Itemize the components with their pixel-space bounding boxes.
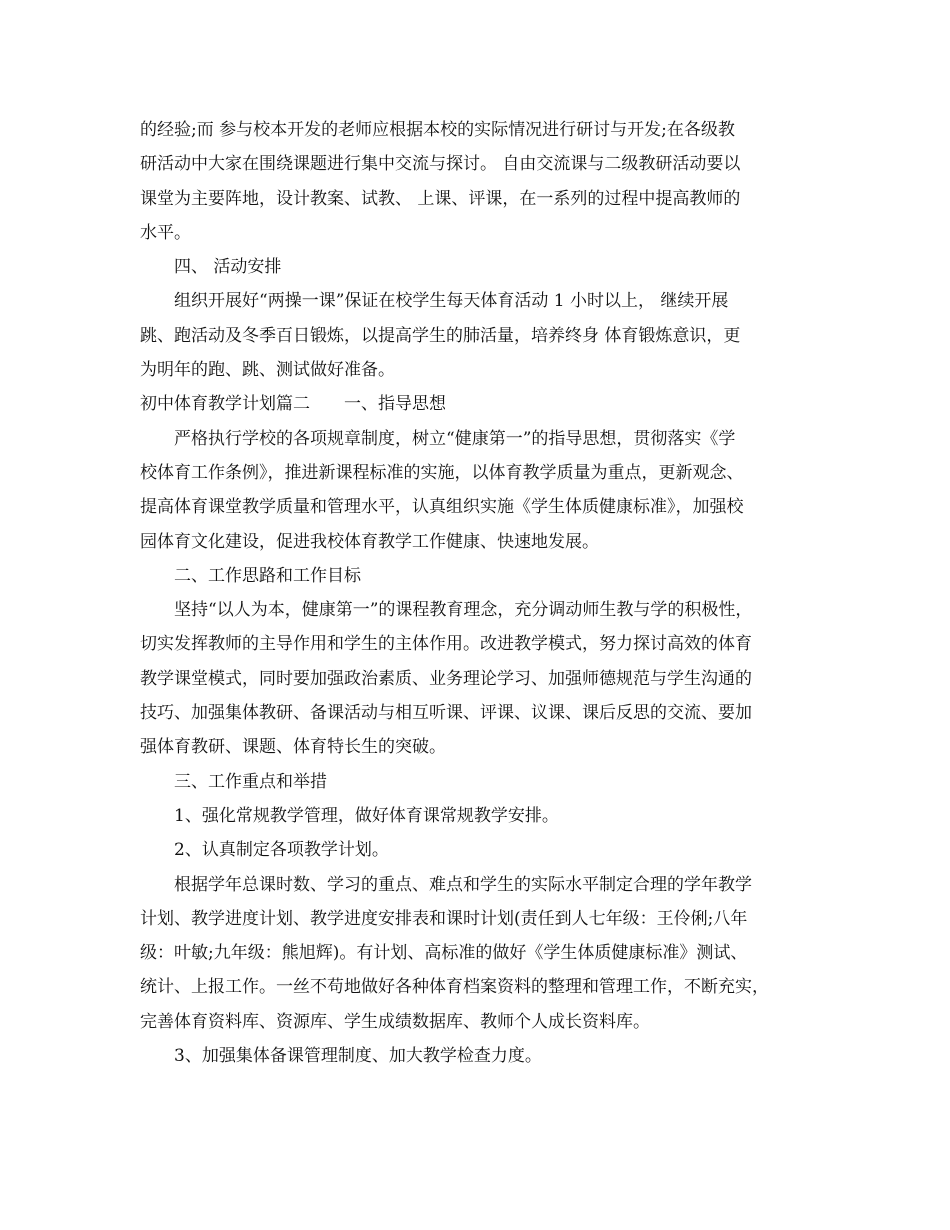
- text-line: 水平。: [140, 222, 191, 243]
- paragraph: [140, 422, 820, 559]
- text-line: 3、加强集体备课管理制度、加大教学检查力度。: [174, 1046, 542, 1067]
- text-line: 严格执行学校的各项规章制度，树立“健康第一”的指导思想，贯彻落实《学: [174, 428, 736, 449]
- text-line: 为明年的跑、跳、测试做好准备。: [140, 360, 395, 381]
- paragraph: [140, 593, 820, 764]
- paragraph: [140, 113, 820, 250]
- text-line: 完善体育资料库、资源库、学生成绩数据库、教师个人成长资料库。: [140, 1011, 650, 1032]
- text-line: 切实发挥教师的主导作用和学生的主体作用。改进教学模式，努力探讨高效的体育: [140, 634, 752, 655]
- paragraph: [140, 868, 820, 1039]
- paragraph: [140, 799, 820, 833]
- text-line: 四、 活动安排: [174, 257, 282, 278]
- paragraph: [140, 250, 820, 284]
- text-line: 技巧、加强集体教研、备课活动与相互听课、评课、议课、课后反思的交流、要加: [140, 703, 752, 724]
- paragraph: [140, 284, 820, 387]
- text-line: 的经验;而 参与校本开发的老师应根据本校的实际情况进行研讨与开发;在各级教: [140, 120, 735, 140]
- text-line: 跳、跑活动及冬季百日锻炼，以提高学生的肺活量，培养终身 体育锻炼意识，更: [140, 325, 741, 346]
- text-line: 坚持“以人为本，健康第一”的课程教育理念，充分调动师生教与学的积极性，: [174, 600, 753, 621]
- paragraph: [140, 833, 820, 867]
- text-line: 初中体育教学计划篇二 一、指导思想: [140, 394, 446, 415]
- text-line: 教学课堂模式，同时要加强政治素质、业务理论学习、加强师德规范与学生沟通的: [140, 668, 752, 689]
- text-line: 三、工作重点和举措: [174, 771, 327, 792]
- text-line: 园体育文化建设，促进我校体育教学工作健康、快速地发展。: [140, 531, 599, 552]
- text-line: 校体育工作条例》，推进新课程标准的实施，以体育教学质量为重点，更新观念、: [140, 462, 744, 483]
- text-line: 提高体育课堂教学质量和管理水平，认真组织实施《学生体质健康标准》，加强校: [140, 497, 744, 518]
- text-line: 统计、上报工作。一丝不苟地做好各种体育档案资料的整理和管理工作，不断充实，: [140, 977, 769, 998]
- text-line: 二、工作思路和工作目标: [174, 565, 361, 586]
- paragraph: [140, 765, 820, 799]
- text-line: 研活动中大家在围绕课题进行集中交流与探讨。 自由交流课与二级教研活动要以: [140, 154, 741, 175]
- paragraph: [140, 1039, 820, 1073]
- text-line: 计划、教学进度计划、教学进度安排表和课时计划(责任到人七年级：王伶俐;八年: [140, 908, 748, 929]
- document-body: [140, 113, 820, 1073]
- text-line: 1、强化常规教学管理，做好体育课常规教学安排。: [174, 805, 559, 826]
- paragraph: [140, 559, 820, 593]
- text-line: 课堂为主要阵地，设计教案、试教、 上课、评课，在一系列的过程中提高教师的: [140, 188, 741, 209]
- text-line: 级：叶敏;九年级：熊旭辉)。有计划、高标准的做好《学生体质健康标准》测试、: [140, 943, 748, 964]
- text-line: 2、认真制定各项教学计划。: [174, 840, 389, 861]
- text-line: 根据学年总课时数、学习的重点、难点和学生的实际水平制定合理的学年教学: [174, 874, 752, 895]
- text-line: 强体育教研、课题、体育特长生的突破。: [140, 737, 446, 758]
- text-line: 组织开展好“两操一课”保证在校学生每天体育活动 1 小时以上， 继续开展: [174, 291, 729, 312]
- paragraph: [140, 387, 820, 421]
